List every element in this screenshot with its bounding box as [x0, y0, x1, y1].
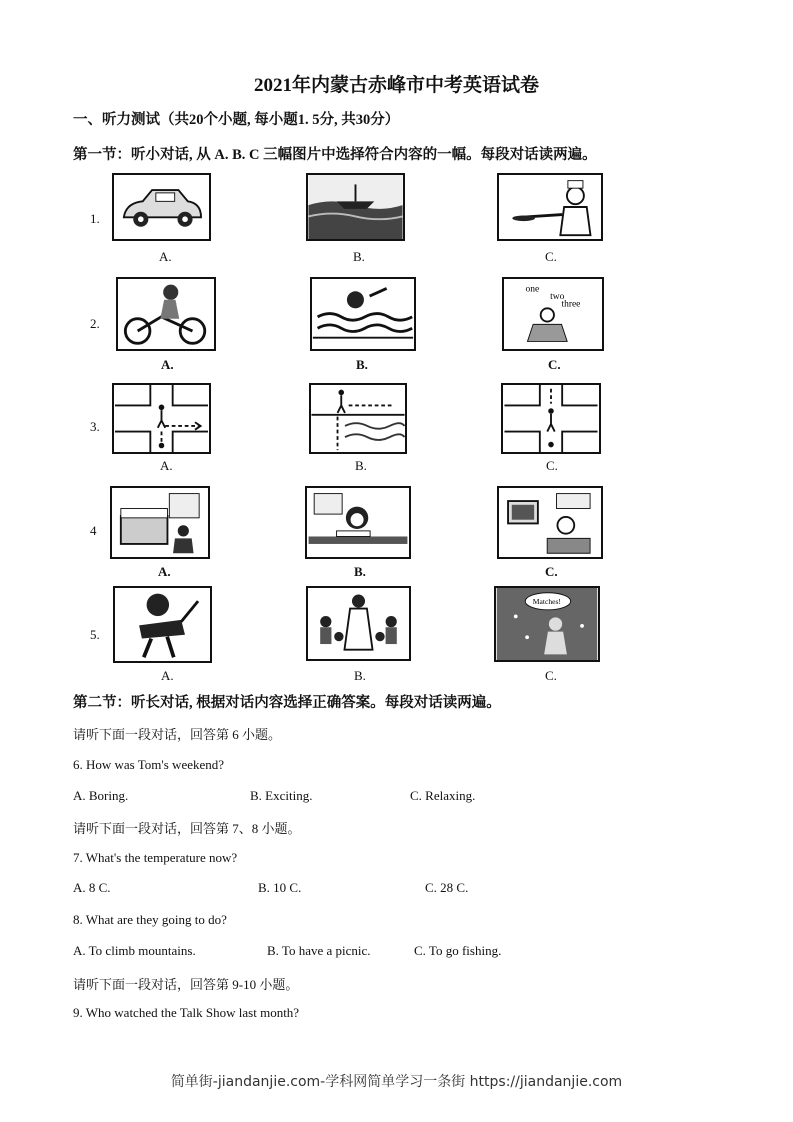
- q1-picture-a[interactable]: [112, 173, 211, 241]
- q8-option-a[interactable]: A. To climb mountains.: [73, 943, 196, 958]
- q1-label-a: A.: [159, 249, 172, 264]
- q2-label-a: A.: [161, 357, 174, 372]
- q2-c-text-one: one: [525, 284, 540, 295]
- q4-number: 4: [90, 523, 97, 538]
- q7-option-a[interactable]: A. 8 C.: [73, 880, 111, 895]
- q4-picture-b[interactable]: [305, 486, 411, 559]
- q2-picture-b[interactable]: [310, 277, 416, 351]
- q3-picture-b[interactable]: [309, 383, 407, 454]
- q2-c-text-three: three: [561, 299, 581, 310]
- crossing-bridge-illustration: [311, 385, 405, 452]
- q6-stem: 6. How was Tom's weekend?: [73, 757, 225, 772]
- crossroad-walk-straight-illustration: [503, 385, 599, 452]
- q5-picture-b[interactable]: [306, 586, 411, 661]
- q4-label-b: B.: [354, 564, 366, 579]
- section2-heading: 第二节：听长对话, 根据对话内容选择正确答案。每段对话读两遍。: [73, 695, 501, 711]
- cook-illustration: [499, 175, 601, 239]
- q6-option-b[interactable]: B. Exciting.: [250, 788, 313, 803]
- q3-label-b: B.: [355, 458, 367, 473]
- q5-label-b: B.: [354, 668, 366, 683]
- q5-picture-a[interactable]: [113, 586, 212, 663]
- q6-option-a[interactable]: A. Boring.: [73, 788, 129, 803]
- watching-tv-illustration: [499, 488, 601, 557]
- q5-c-text-matches: Matches!: [532, 597, 561, 607]
- section1-heading: 第一节：听小对话, 从 A. B. C 三幅图片中选择符合内容的一幅。每段对话读两遍。: [73, 147, 597, 163]
- studying-illustration: [307, 488, 409, 557]
- q1-picture-c[interactable]: [497, 173, 603, 241]
- q7-stem: 7. What's the temperature now?: [73, 850, 238, 865]
- q4-label-a: A.: [158, 564, 171, 579]
- q1-number: 1.: [90, 211, 100, 226]
- boat-water-illustration: [308, 175, 403, 239]
- q1-picture-b[interactable]: [306, 173, 405, 241]
- q1-label-b: B.: [353, 249, 365, 264]
- instruction-q9-10: 请听下面一段对话，回答第 9-10 小题。: [73, 977, 299, 992]
- bedroom-illustration: [112, 488, 208, 557]
- q4-picture-a[interactable]: [110, 486, 210, 559]
- q1-label-c: C.: [545, 249, 557, 264]
- cyclist-illustration: [118, 279, 214, 349]
- swimmer-illustration: [312, 279, 414, 349]
- q3-number: 3.: [90, 419, 100, 434]
- car-illustration: [114, 175, 209, 239]
- q5-number: 5.: [90, 627, 100, 642]
- page-title: 2021年内蒙古赤峰市中考英语试卷: [253, 75, 539, 96]
- q5-label-c: C.: [545, 668, 557, 683]
- q9-stem: 9. Who watched the Talk Show last month?: [73, 1005, 300, 1020]
- q7-option-b[interactable]: B. 10 C.: [258, 880, 302, 895]
- q3-picture-c[interactable]: [501, 383, 601, 454]
- page-footer: 简单街-jiandanjie.com-学科网简单学习一条街 https://jiandanjie.com: [170, 1074, 623, 1090]
- q3-label-c: C.: [546, 458, 558, 473]
- q6-option-c[interactable]: C. Relaxing.: [410, 788, 476, 803]
- match-girl-illustration: [496, 588, 598, 660]
- q7-option-c[interactable]: C. 28 C.: [425, 880, 469, 895]
- q3-picture-a[interactable]: [112, 383, 211, 454]
- q8-stem: 8. What are they going to do?: [73, 912, 227, 927]
- counting-person-illustration: [504, 279, 602, 349]
- q4-label-c: C.: [545, 564, 558, 579]
- q5-picture-c[interactable]: [494, 586, 600, 662]
- q5-label-a: A.: [161, 668, 174, 683]
- part1-heading: 一、听力测试（共20个小题, 每小题1. 5分, 共30分）: [73, 112, 400, 128]
- q4-picture-c[interactable]: [497, 486, 603, 559]
- q3-label-a: A.: [160, 458, 173, 473]
- cartoon-character-illustration: [115, 588, 210, 661]
- q2-picture-a[interactable]: [116, 277, 216, 351]
- q8-option-c[interactable]: C. To go fishing.: [414, 943, 502, 958]
- q8-option-b[interactable]: B. To have a picnic.: [267, 943, 371, 958]
- q2-picture-c[interactable]: [502, 277, 604, 351]
- snow-white-dwarfs-illustration: [308, 588, 409, 659]
- q2-c-text-two: two: [550, 291, 565, 302]
- q2-label-b: B.: [356, 357, 368, 372]
- crossroad-walk-right-illustration: [114, 385, 209, 452]
- instruction-q7-8: 请听下面一段对话，回答第 7、8 小题。: [73, 821, 301, 836]
- q2-label-c: C.: [548, 357, 561, 372]
- q2-number: 2.: [90, 316, 100, 331]
- instruction-q6: 请听下面一段对话，回答第 6 小题。: [73, 727, 282, 742]
